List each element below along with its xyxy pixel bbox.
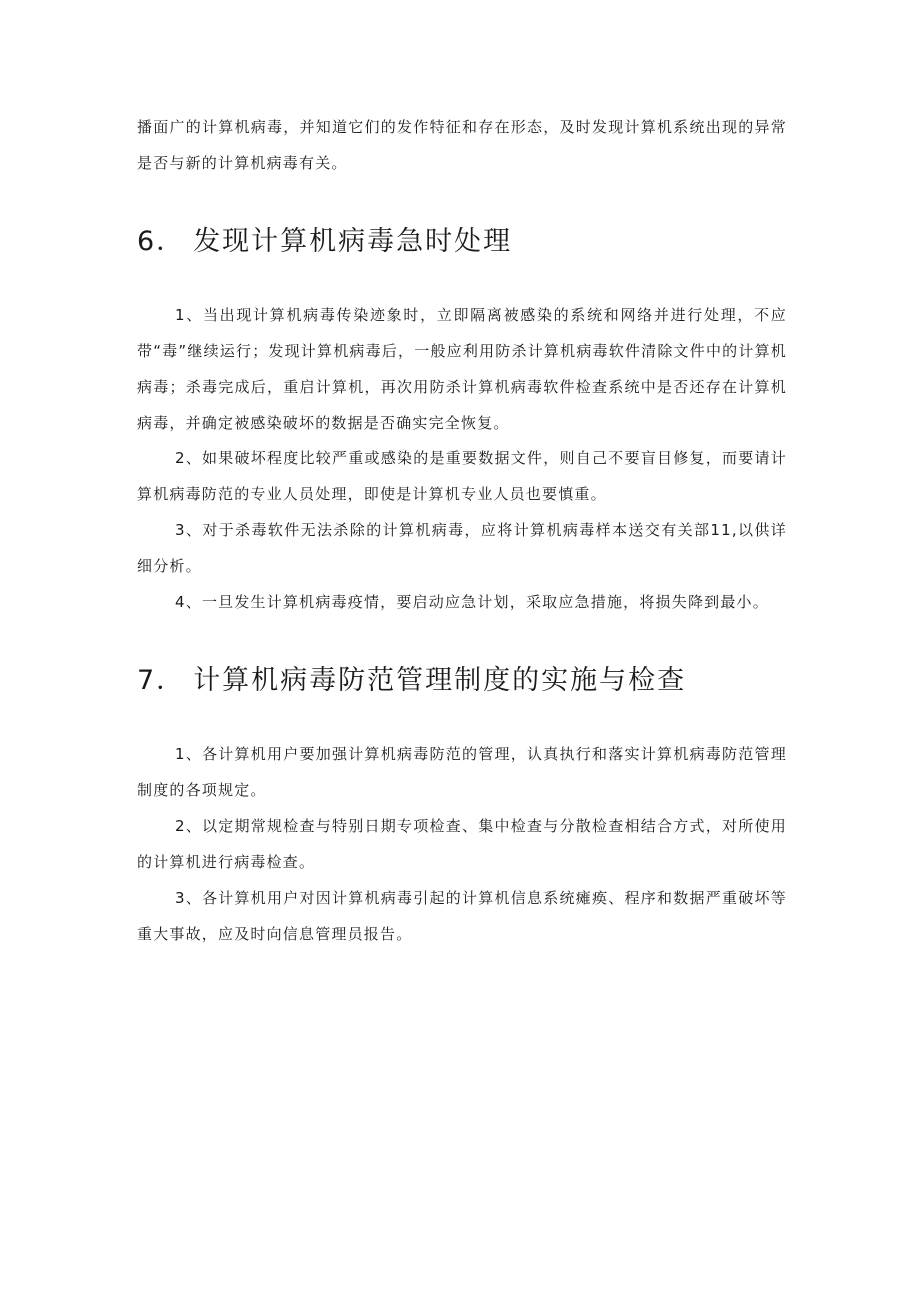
section-6-heading: [137, 222, 512, 262]
section-7-item-2: 2、以定期常规检查与特别日期专项检查、集中检查与分散检查相结合方式，对所使用的计算机进行病毒检查。: [137, 817, 787, 871]
section-6-item-2: 2、如果破坏程度比较严重或感染的是重要数据文件，则自己不要盲目修复，而要请计算机病毒防范的专业人员处理，即使是计算机专业人员也要慎重。: [137, 449, 787, 503]
section-7-item-3: 3、各计算机用户对因计算机病毒引起的计算机信息系统瘫痪、程序和数据严重破坏等重大事故，应及时向信息管理员报告。: [137, 889, 787, 943]
section-7-heading: [137, 661, 686, 701]
section-6-item-4: 4、一旦发生计算机病毒疫情，要启动应急计划，采取应急措施，将损失降到最小。: [175, 593, 769, 611]
section-6-item-1: 1、当出现计算机病毒传染迹象时，立即隔离被感染的系统和网络并进行处理，不应带“毒”继续运行；发现计算机病毒后，一般应利用防杀计算机病毒软件清除文件中的计算机病毒；杀毒完成后，重启计算机，再次用防杀计算机病毒软件检查系统中是否还存在计算机病毒，并确定被感染破坏的数据是否确实完全恢复。: [137, 306, 787, 432]
section-6-item-3: 3、对于杀毒软件无法杀除的计算机病毒，应将计算机病毒样本送交有关部11,以供详细分析。: [137, 521, 787, 575]
section-7-title: 计算机病毒防范管理制度的实施与检查: [193, 665, 687, 696]
intro-paragraph: 播面广的计算机病毒，并知道它们的发作特征和存在形态，及时发现计算机系统出现的异常是否与新的计算机病毒有关。: [137, 118, 787, 172]
section-7-item-1: 1、各计算机用户要加强计算机病毒防范的管理，认真执行和落实计算机病毒防范管理制度的各项规定。: [137, 745, 787, 799]
section-6-number: 6．: [137, 226, 186, 257]
section-6-title: 发现计算机病毒急时处理: [193, 226, 513, 257]
section-7-number: 7．: [137, 665, 186, 696]
